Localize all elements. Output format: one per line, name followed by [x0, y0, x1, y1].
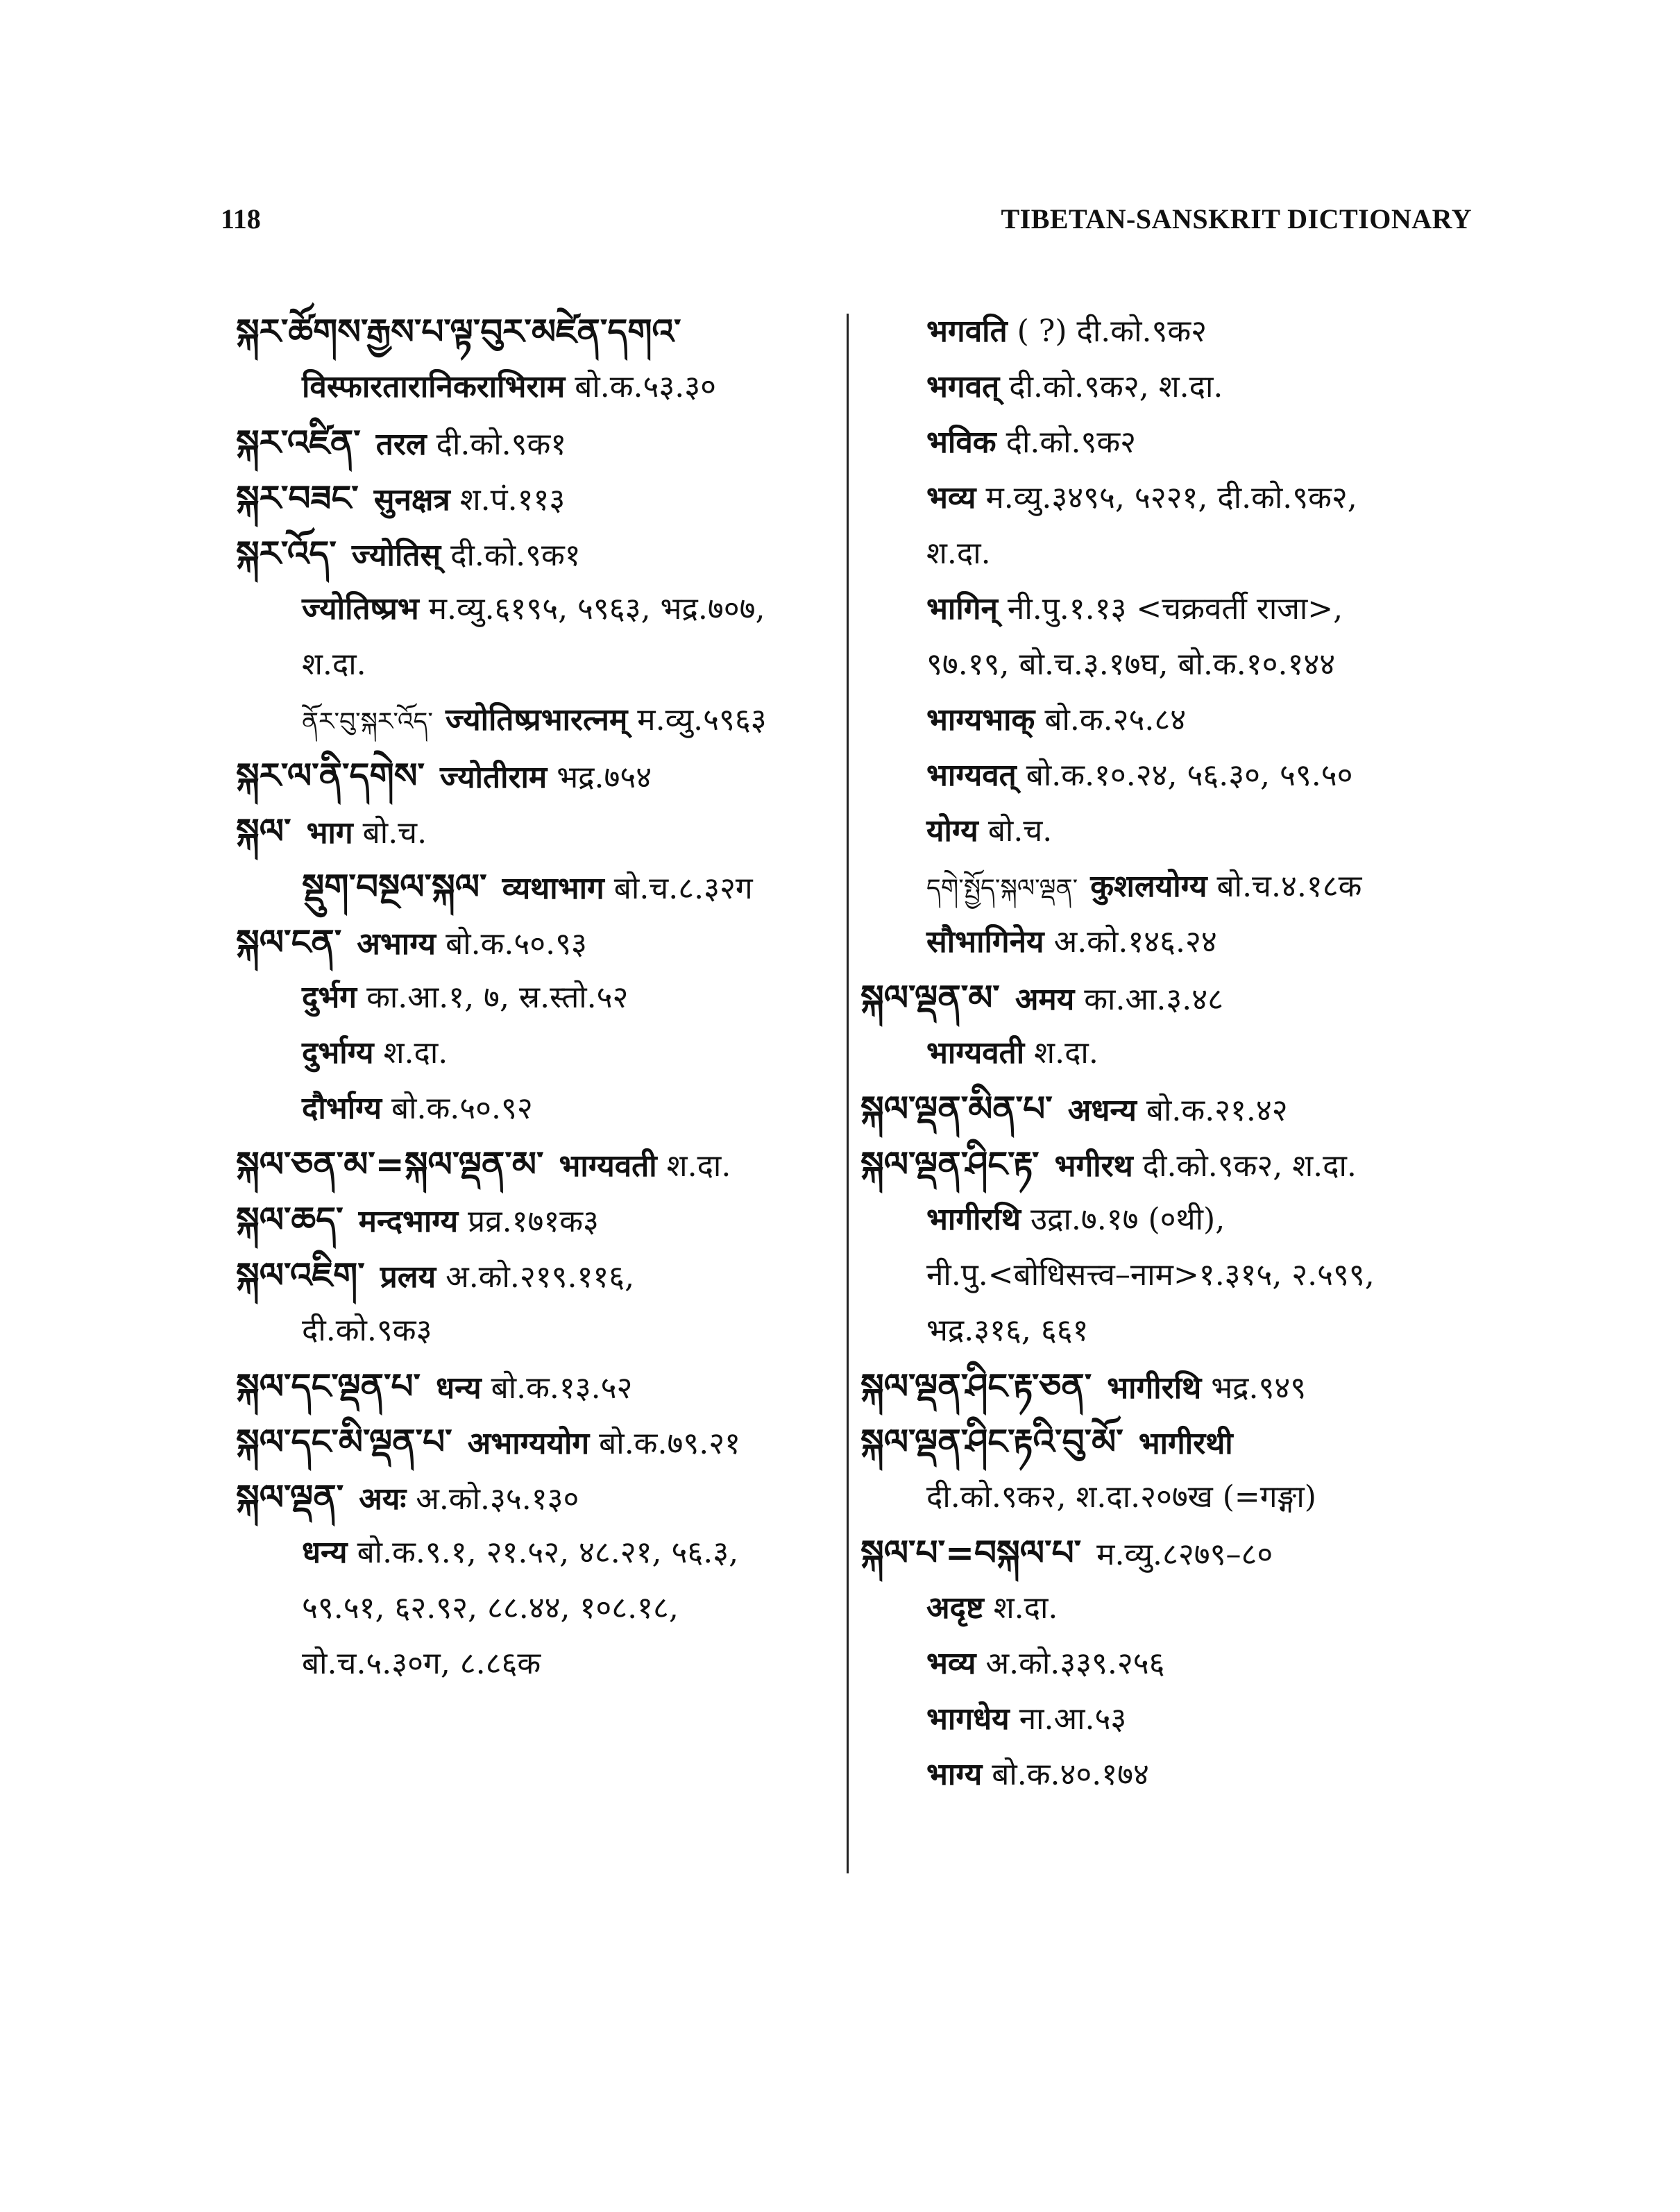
dictionary-entry-line [860, 1026, 1471, 1081]
dictionary-entry-line [236, 970, 833, 1026]
sanskrit-equivalent: भगवत् [926, 369, 1000, 405]
dictionary-headword-line [236, 1359, 833, 1414]
source-reference: बो.क.२१.४२ [1146, 1093, 1288, 1128]
tibetan-term: སྐལ་ཆད་ [236, 1200, 343, 1240]
tibetan-term: སྐལ་དང་ལྡན་པ་ [236, 1366, 421, 1406]
dictionary-entry-line [860, 692, 1471, 748]
source-reference: नी.पु.१.१३ <चक्रवर्ती राजा>, [1007, 591, 1343, 627]
dictionary-entry-line [236, 1081, 833, 1137]
dictionary-entry-line [860, 1470, 1471, 1525]
source-reference: श.दा. [926, 536, 991, 571]
sanskrit-equivalent: भागधेय [926, 1701, 1010, 1737]
dictionary-headword-line [860, 1359, 1471, 1414]
source-reference: ९७.१९, बो.च.३.१७घ, बो.क.१०.१४४ [926, 647, 1336, 682]
tibetan-term: སྐར་བཟང་ [236, 478, 359, 518]
tibetan-term: སྐར་འོད་ [236, 534, 337, 574]
source-reference: श.दा. [1034, 1035, 1098, 1071]
dictionary-entry-line [860, 748, 1471, 803]
dictionary-headword-line [236, 415, 833, 470]
tibetan-term: སྐལ་དང་མི་ལྡན་པ་ [236, 1422, 452, 1462]
dictionary-headword-line [236, 1470, 833, 1525]
source-reference: दी.को.९क१ [436, 427, 567, 462]
source-reference: दी.को.९क२, श.दा. [1142, 1148, 1357, 1184]
dictionary-entry-line [860, 581, 1471, 637]
left-column [236, 304, 833, 1692]
dictionary-entry-line [236, 1525, 833, 1581]
source-reference: श.दा. [666, 1148, 731, 1184]
dictionary-entry-line [860, 803, 1471, 859]
sanskrit-equivalent: भाग्यवती [926, 1035, 1025, 1071]
sanskrit-equivalent: दुर्भग [302, 980, 357, 1015]
tibetan-term: སྐལ་པ་=བསྐལ་པ་ [860, 1533, 1082, 1573]
sanskrit-equivalent: व्यथाभाग [502, 871, 604, 906]
sanskrit-equivalent: ज्योतीराम [439, 760, 548, 795]
source-reference: बो.च.४.१८क [1216, 869, 1362, 904]
sanskrit-equivalent: भाग्य [926, 1757, 983, 1792]
sanskrit-equivalent: ज्योतिस् [351, 538, 441, 573]
tibetan-term: སྐལ་ [236, 811, 291, 851]
sanskrit-equivalent: भाग्यवत् [926, 758, 1017, 793]
source-reference: श.दा. [383, 1035, 448, 1071]
dictionary-entry-line [860, 304, 1471, 359]
source-reference: दी.को.९क३ [302, 1313, 432, 1348]
dictionary-headword-line [860, 970, 1471, 1026]
tibetan-term: སྐལ་ལྡན་ཤིང་རྟའི་བུ་མོ་ [860, 1422, 1123, 1462]
source-reference: म.व्यु.३४९५, ५२२१, दी.को.९क२, [985, 480, 1357, 516]
dictionary-entry-line [860, 1581, 1471, 1636]
source-reference: बो.क.४०.१७४ [992, 1757, 1149, 1792]
tibetan-term: སྐར་ལ་ནི་དགེས་ [236, 756, 425, 796]
dictionary-headword-line [860, 1081, 1471, 1137]
sanskrit-equivalent: तरल [375, 427, 427, 462]
sanskrit-equivalent: अभाग्ययोग [467, 1426, 590, 1461]
sanskrit-equivalent: भव्य [926, 1646, 976, 1681]
dictionary-entry-line [860, 359, 1471, 415]
source-reference: दी.को.९क२, श.दा.२०७ख (=गङ्गा) [926, 1479, 1316, 1515]
sanskrit-equivalent: ज्योतिष्प्रभारत्नम् [445, 702, 628, 738]
tibetan-term: སྐལ་ལྡན་ཤིང་རྟ་ [860, 1144, 1040, 1184]
dictionary-entry-line [860, 1636, 1471, 1692]
source-reference: दी.को.९क२ [1006, 425, 1137, 460]
dictionary-entry-line [236, 1636, 833, 1692]
sanskrit-equivalent: भाग्यभाक् [926, 702, 1035, 738]
source-reference: बो.क.७९.२१ [599, 1426, 740, 1461]
page-number: 118 [221, 203, 261, 235]
dictionary-entry-line [236, 1026, 833, 1081]
sanskrit-equivalent: अयः [359, 1481, 407, 1517]
sanskrit-equivalent: मन्दभाग्य [358, 1204, 459, 1239]
dictionary-headword-line [236, 470, 833, 526]
tibetan-term: ནོར་བུ་སྐར་འོད་ [302, 708, 433, 736]
dictionary-headword-line [236, 1192, 833, 1248]
source-reference: अ.को.३५.१३० [416, 1481, 579, 1517]
source-reference: बो.क.५३.३० [575, 369, 716, 405]
source-reference: दी.को.९क२, श.दा. [1009, 369, 1223, 405]
tibetan-term: སྐལ་འཇིག་ [236, 1255, 365, 1295]
dictionary-entry-line [236, 581, 833, 637]
source-reference: उद्रा.७.१७ (०थी), [1030, 1202, 1225, 1237]
source-reference: म.व्यु.५९६३ [637, 702, 767, 738]
dictionary-entry-line [860, 859, 1471, 914]
dictionary-entry-line [860, 415, 1471, 470]
sanskrit-equivalent: सौभागिनेय [926, 924, 1044, 960]
tibetan-term: སྐལ་ལྡན་མ་ [860, 978, 1000, 1018]
tibetan-term: སྐལ་ལྡན་མིན་པ་ [860, 1089, 1053, 1129]
sanskrit-equivalent: दुर्भाग्य [302, 1035, 374, 1071]
tibetan-term: དགེ་སྤྱོད་སྐལ་ལྡན་ [926, 874, 1078, 903]
sanskrit-equivalent: भागीरथि [926, 1202, 1021, 1237]
source-reference: ( ?) दी.को.९क२ [1017, 314, 1207, 349]
dictionary-entry-line [236, 1581, 833, 1636]
dictionary-headword-line [236, 1137, 833, 1192]
source-reference: भद्र.९४९ [1211, 1370, 1307, 1406]
sanskrit-equivalent: ज्योतिष्प्रभ [302, 591, 419, 627]
sanskrit-equivalent: अधन्य [1067, 1093, 1137, 1128]
sanskrit-equivalent: भव्य [926, 480, 976, 516]
tibetan-term: སྐལ་ལྡན་ [236, 1477, 344, 1517]
source-reference: बो.च. [362, 815, 427, 851]
dictionary-entry-line [236, 359, 833, 415]
source-reference: का.आ.१, ७, स्र.स्तो.५२ [366, 980, 629, 1015]
running-title: TIBETAN-SANSKRIT DICTIONARY [1001, 203, 1472, 235]
source-reference: म.व्यु.६१९५, ५९६३, भद्र.७०७, [428, 591, 765, 627]
source-reference: बो.क.५०.९२ [391, 1091, 533, 1126]
tibetan-term: སྐར་འཛིན་ [236, 423, 361, 463]
sanskrit-equivalent: धन्य [436, 1370, 482, 1406]
sanskrit-equivalent: भविक [926, 425, 996, 460]
sanskrit-equivalent: सुनक्षत्र [373, 482, 450, 518]
sanskrit-equivalent: भाग्यवती [559, 1148, 657, 1184]
source-reference: प्रव्र.१७१क३ [468, 1204, 599, 1239]
sanskrit-equivalent: भाग [306, 815, 353, 851]
dictionary-headword-line [236, 914, 833, 970]
dictionary-headword-line [236, 1248, 833, 1303]
tibetan-term: སྐལ་ངན་ [236, 922, 342, 962]
sanskrit-equivalent: कुशलयोग्य [1090, 869, 1207, 904]
tibetan-term: སྐལ་ལྡན་ཤིང་རྟ་ཅན་ [860, 1366, 1092, 1406]
dictionary-entry-line [860, 526, 1471, 581]
sanskrit-equivalent: विस्फारतारानिकराभिराम [302, 369, 566, 405]
source-reference: ५९.५१, ६२.९२, ८८.४४, १०८.१८, [302, 1590, 679, 1626]
source-reference: श.पं.११३ [459, 482, 566, 518]
tibetan-term: སྐལ་ཅན་མ་=སྐལ་ལྡན་མ་ [236, 1144, 544, 1184]
sanskrit-equivalent: अभाग्य [357, 926, 436, 962]
dictionary-headword-line [236, 526, 833, 581]
sanskrit-equivalent: दौर्भाग्य [302, 1091, 382, 1126]
source-reference: श.दा. [302, 647, 366, 682]
dictionary-entry-line [860, 637, 1471, 692]
sanskrit-equivalent: भगीरथ [1054, 1148, 1133, 1184]
source-reference: बो.च.५.३०ग, ८.८६क [302, 1646, 541, 1681]
source-reference: भद्र.३१६, ६६१ [926, 1313, 1089, 1348]
sanskrit-equivalent: योग्य [926, 813, 978, 849]
source-reference: अ.को.१४६.२४ [1053, 924, 1217, 960]
source-reference: बो.क.१३.५२ [491, 1370, 633, 1406]
dictionary-headword-line [860, 1525, 1471, 1581]
source-reference: का.आ.३.४८ [1084, 982, 1224, 1017]
dictionary-entry-line [236, 692, 833, 748]
dictionary-entry-line [860, 1303, 1471, 1359]
source-reference: बो.क.१०.२४, ५६.३०, ५९.५० [1026, 758, 1353, 793]
tibetan-term: སྡུག་བསྔལ་སྐལ་ [302, 867, 487, 907]
dictionary-headword-line [236, 304, 833, 359]
source-reference: दी.को.९क१ [450, 538, 581, 573]
dictionary-entry-line [860, 1747, 1471, 1803]
dictionary-headword-line [860, 1414, 1471, 1470]
dictionary-entry-line [860, 470, 1471, 526]
source-reference: श.दा. [993, 1590, 1058, 1626]
dictionary-headword-line [236, 748, 833, 803]
sanskrit-equivalent: अमय [1015, 982, 1075, 1017]
source-reference: बो.च.८.३२ग [613, 871, 753, 906]
source-reference: बो.क.९.१, २१.५२, ४८.२१, ५६.३, [357, 1535, 739, 1570]
source-reference: म.व्यु.८२७९–८० [1096, 1537, 1273, 1572]
source-reference: ना.आ.५३ [1019, 1701, 1127, 1737]
sanskrit-equivalent: भागीरथी [1138, 1426, 1233, 1461]
source-reference: भद्र.७५४ [557, 760, 652, 795]
sanskrit-equivalent: भागीरथि [1107, 1370, 1202, 1406]
dictionary-entry-line [860, 914, 1471, 970]
sanskrit-equivalent: भगवति [926, 314, 1008, 349]
source-reference: अ.को.३३९.२५६ [985, 1646, 1165, 1681]
sanskrit-equivalent: भागिन् [926, 591, 998, 627]
source-reference: बो.च. [987, 813, 1053, 849]
dictionary-entry-line [236, 859, 833, 914]
tibetan-term: སྐར་ཚོགས་རྒྱས་པ་ལྟ་བུར་མཛེན་དགའ་ [236, 312, 681, 352]
dictionary-entry-line [860, 1192, 1471, 1248]
sanskrit-equivalent: धन्य [302, 1535, 348, 1570]
source-reference: बो.क.२५.८४ [1044, 702, 1187, 738]
dictionary-entry-line [860, 1692, 1471, 1747]
dictionary-entry-line [860, 1248, 1471, 1303]
sanskrit-equivalent: अदृष्ट [926, 1590, 984, 1626]
dictionary-entry-line [236, 637, 833, 692]
dictionary-entry-line [236, 1303, 833, 1359]
column-divider [847, 314, 849, 1873]
dictionary-headword-line [236, 1414, 833, 1470]
right-column [860, 304, 1471, 1803]
sanskrit-equivalent: प्रलय [380, 1259, 436, 1295]
dictionary-headword-line [860, 1137, 1471, 1192]
source-reference: नी.पु.<बोधिसत्त्व–नाम>१.३१५, २.५९९, [926, 1257, 1375, 1293]
source-reference: अ.को.२१९.११६, [446, 1259, 635, 1295]
dictionary-headword-line [236, 803, 833, 859]
source-reference: बो.क.५०.९३ [446, 926, 587, 962]
